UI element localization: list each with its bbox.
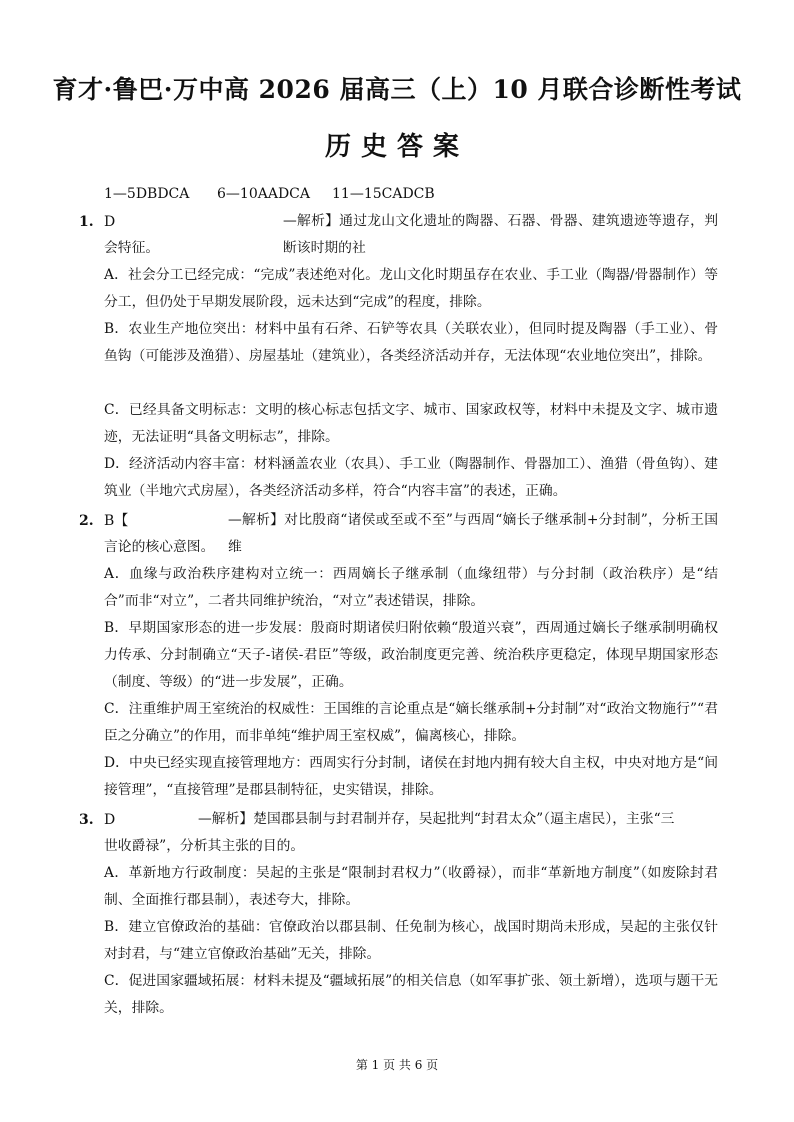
question-2-option-b: B．早期国家形态的进一步发展：殷商时期诸侯归附依赖“殷道兴衰”，西周通过嫡长子继承制明确权力传承、分封制确立“天子-诸侯-君臣”等级，政治制度更完善、统治秩序更稳定，体现早期国家形态（制度、等级）的“进一步发展”，正确。 bbox=[104, 620, 718, 690]
question-2-analysis: —解析】对比殷商“诸侯或至或不至”与西周“嫡长子继承制+分封制”，分析王国维 bbox=[228, 512, 718, 555]
question-3-option-a: A．革新地方行政制度：吴起的主张是“限制封君权力”（收爵禄），而非“革新地方制度”（如废除封君制、全面推行郡县制），表述夸大，排除。 bbox=[104, 865, 718, 908]
question-1-header bbox=[79, 211, 115, 233]
question-2-analysis-cont: 言论的核心意图。 bbox=[104, 539, 215, 555]
question-number: 1. bbox=[79, 214, 94, 230]
question-2-option-a: A．血缘与政治秩序建构对立统一：西周嫡长子继承制（血缘纽带）与分封制（政治秩序）是“结合”而非“对立”，二者共同维护统治，“对立”表述错误，排除。 bbox=[104, 566, 718, 609]
question-1-analysis-cont: 会特征。 bbox=[104, 240, 160, 256]
question-number: 2. bbox=[79, 513, 94, 529]
question-1-option-c: C．已经具备文明标志：文明的核心标志包括文字、城市、国家政权等，材料中未提及文字、城市遗迹，无法证明“具备文明标志”，排除。 bbox=[104, 402, 718, 445]
question-answer: D bbox=[104, 812, 116, 828]
question-2-option-c: C．注重维护周王室统治的权威性：王国维的言论重点是“嫡长继承制+分封制”对“政治文物施行”“君臣之分确立”的作用，而非单纯“维护周王室权威”，偏离核心，排除。 bbox=[104, 701, 718, 744]
question-2-option-d: D．中央已经实现直接管理地方：西周实行分封制，诸侯在封地内拥有较大自主权，中央对地方是“间接管理”，“直接管理”是郡县制特征，史实错误，排除。 bbox=[104, 755, 718, 798]
question-1-option-b: B．农业生产地位突出：材料中虽有石斧、石铲等农具（关联农业），但同时提及陶器（手工业）、骨鱼钩（可能涉及渔猎）、房屋基址（建筑业），各类经济活动并存，无法体现“农业地位突出”，排除。 bbox=[104, 321, 718, 364]
answer-key-1-5: 1—5DBDCA bbox=[104, 186, 190, 202]
question-number: 3. bbox=[79, 812, 94, 828]
question-1-analysis: —解析】通过龙山文化遗址的陶器、石器、骨器、建筑遗迹等遗存，判断该时期的社 bbox=[283, 213, 718, 256]
page-title: 育才·鲁巴·万中高 2026 届高三（上）10 月联合诊断性考试 bbox=[52, 75, 742, 104]
question-3-analysis-cont: 世收爵禄”，分析其主张的目的。 bbox=[104, 838, 305, 854]
answer-key-11-15: 11—15CADCB bbox=[332, 186, 435, 202]
question-2-header bbox=[79, 510, 128, 532]
answer-key-row bbox=[104, 186, 435, 202]
page-footer: 第 1 页 共 6 页 bbox=[355, 1058, 439, 1072]
question-1-option-d: D．经济活动内容丰富：材料涵盖农业（农具）、手工业（陶器制作、骨器加工）、渔猎（骨鱼钩）、建筑业（半地穴式房屋），各类经济活动多样，符合“内容丰富”的表述，正确。 bbox=[104, 456, 718, 499]
question-1-option-a: A．社会分工已经完成：“完成”表述绝对化。龙山文化时期虽存在农业、手工业（陶器/骨器制作）等分工，但仍处于早期发展阶段，远未达到“完成”的程度，排除。 bbox=[104, 267, 718, 310]
page-subtitle: 历史答案 bbox=[324, 132, 469, 162]
question-3-analysis: —解析】楚国郡县制与封君制并存，吴起批判“封君太众”（逼主虐民），主张“三 bbox=[198, 811, 675, 827]
answer-key-6-10: 6—10AADCA bbox=[217, 186, 310, 202]
question-answer: B【 bbox=[104, 513, 129, 529]
question-3-header bbox=[79, 809, 115, 831]
question-answer: D bbox=[104, 214, 116, 230]
question-3-option-b: B．建立官僚政治的基础：官僚政治以郡县制、任免制为核心，战国时期尚未形成，吴起的主张仅针对封君，与“建立官僚政治基础”无关，排除。 bbox=[104, 919, 718, 962]
question-3-option-c: C．促进国家疆域拓展：材料未提及“疆域拓展”的相关信息（如军事扩张、领土新增），选项与题干无关，排除。 bbox=[104, 973, 718, 1016]
